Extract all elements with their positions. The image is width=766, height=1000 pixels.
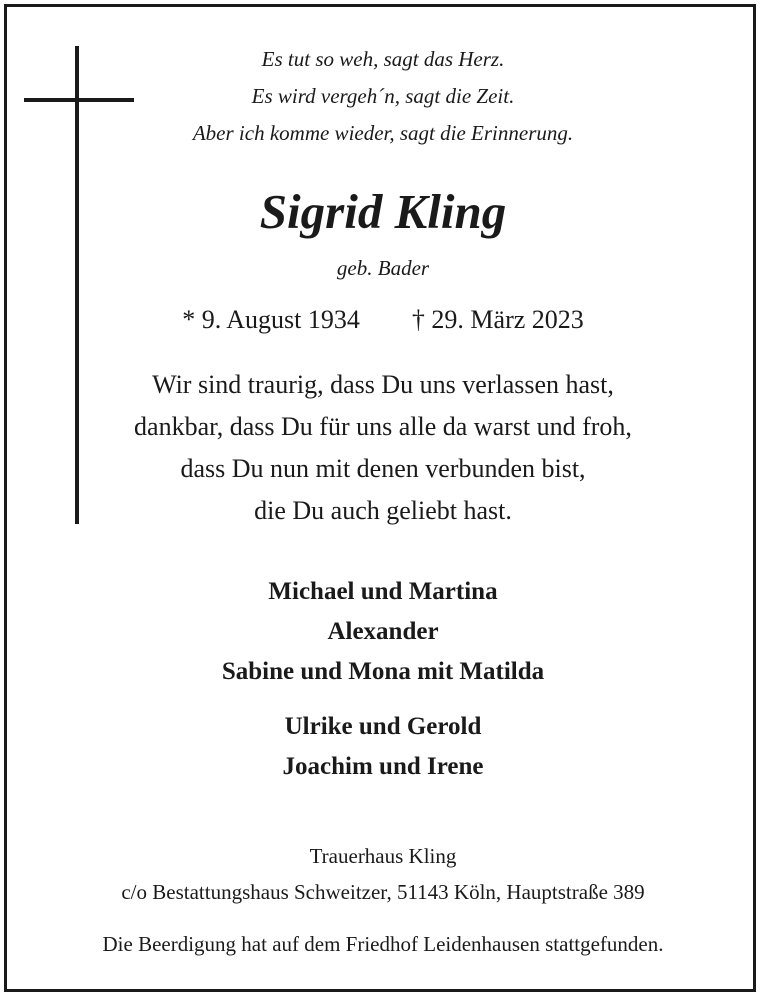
poem <box>0 41 766 152</box>
birth-date: * 9. August 1934 <box>182 305 360 334</box>
verse-line: dass Du nun mit denen verbunden bist, <box>180 454 586 483</box>
mourners-group-a <box>0 572 766 692</box>
verse-line: die Du auch geliebt hast. <box>254 496 512 525</box>
maiden-name: geb. Bader <box>336 256 430 280</box>
mourning-address <box>0 838 766 910</box>
mourner-name: Michael und Martina <box>268 578 498 605</box>
mourner-name: Joachim und Irene <box>282 753 484 780</box>
verse-line: Wir sind traurig, dass Du uns verlassen hast, <box>152 370 614 399</box>
mourner-name: Alexander <box>327 618 439 645</box>
deceased-name: Sigrid Kling <box>259 184 507 239</box>
verse <box>0 364 766 532</box>
mourner-name: Ulrike und Gerold <box>284 713 482 740</box>
funeral-note: Die Beerdigung hat auf dem Friedhof Leidenhausen stattgefunden. <box>102 932 664 956</box>
verse-line: dankbar, dass Du für uns alle da warst und froh, <box>134 412 632 441</box>
mourner-name: Sabine und Mona mit Matilda <box>221 658 545 685</box>
poem-line: Es tut so weh, sagt das Herz. <box>261 47 505 71</box>
address-line: c/o Bestattungshaus Schweitzer, 51143 Köln, Hauptstraße 389 <box>121 880 645 904</box>
address-line: Trauerhaus Kling <box>309 844 457 868</box>
poem-line: Es wird vergeh´n, sagt die Zeit. <box>251 84 515 108</box>
life-dates <box>0 302 766 338</box>
poem-line: Aber ich komme wieder, sagt die Erinnerung. <box>192 121 574 145</box>
mourners-group-b <box>0 707 766 787</box>
death-date: † 29. März 2023 <box>411 305 584 334</box>
